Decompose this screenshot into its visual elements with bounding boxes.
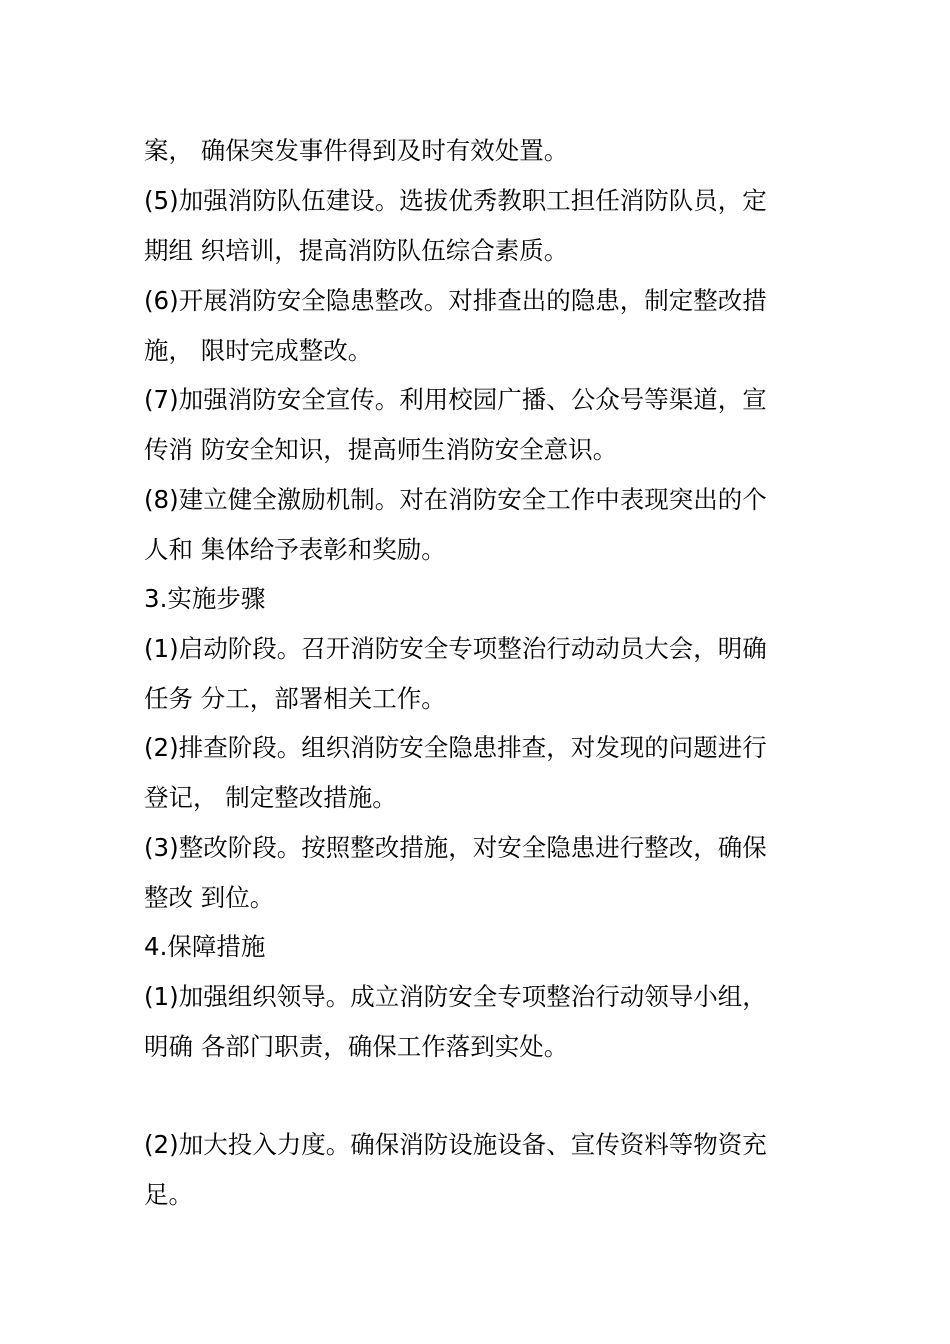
section-heading: 4.保障措施 <box>144 932 266 961</box>
text-line: (7)加强消防安全宣传。利用校园广播、公众号等渠道，宣 <box>144 385 767 414</box>
text-line: (1)加强组织领导。成立消防安全专项整治行动领导小组， <box>144 982 767 1011</box>
text-line: (3)整改阶段。按照整改措施，对安全隐患进行整改，确保 <box>144 833 767 862</box>
text-line: (2)加大投入力度。确保消防设施设备、宣传资料等物资充 <box>144 1130 767 1159</box>
text-line: (8)建立健全激励机制。对在消防安全工作中表现突出的个 <box>144 485 767 514</box>
text-line: 登记， 制定整改措施。 <box>144 783 397 812</box>
text-line: 人和 集体给予表彰和奖励。 <box>144 535 446 564</box>
text-line: (6)开展消防安全隐患整改。对排查出的隐患，制定整改措 <box>144 286 767 315</box>
text-line: 整改 到位。 <box>144 883 275 912</box>
text-line: (1)启动阶段。召开消防安全专项整治行动动员大会，明确 <box>144 634 767 663</box>
text-line: 期组 织培训，提高消防队伍综合素质。 <box>144 236 569 265</box>
text-line: 传消 防安全知识，提高师生消防安全意识。 <box>144 435 618 464</box>
section-heading: 3.实施步骤 <box>144 584 266 613</box>
text-line: (5)加强消防队伍建设。选拔优秀教职工担任消防队员，定 <box>144 186 767 215</box>
text-line: 案， 确保突发事件得到及时有效处置。 <box>144 136 569 165</box>
text-line: 明确 各部门职责，确保工作落到实处。 <box>144 1032 569 1061</box>
text-line: 任务 分工，部署相关工作。 <box>144 684 446 713</box>
text-line: (2)排查阶段。组织消防安全隐患排查，对发现的问题进行 <box>144 733 767 762</box>
text-line: 施， 限时完成整改。 <box>144 336 373 365</box>
text-line: 足。 <box>144 1180 193 1209</box>
